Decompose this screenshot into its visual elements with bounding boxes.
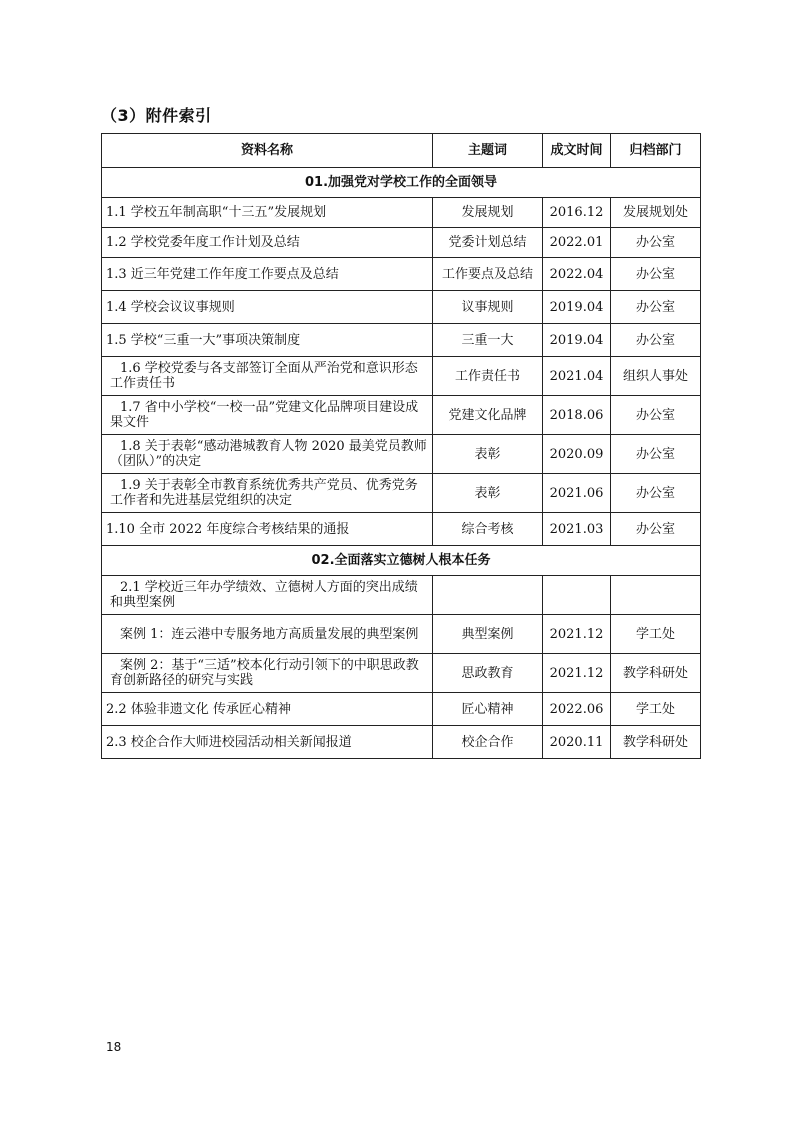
doc-date: 2021.03 [543,513,611,546]
doc-dept: 学工处 [611,693,701,726]
doc-name: 2.3 校企合作大师进校园活动相关新闻报道 [102,726,433,759]
doc-date: 2019.04 [543,324,611,357]
table-row [102,576,701,615]
doc-dept: 办公室 [611,513,701,546]
table-header-row [102,134,701,168]
doc-keyword: 工作要点及总结 [433,258,543,291]
doc-name: 1.7 省中小学校“一校一品”党建文化品牌项目建设成果文件 [102,396,433,435]
doc-keyword: 党建文化品牌 [433,396,543,435]
doc-keyword: 议事规则 [433,291,543,324]
doc-date [543,576,611,615]
doc-keyword: 表彰 [433,474,543,513]
table-row [102,513,701,546]
section-title: 02.全面落实立德树人根本任务 [102,546,701,576]
table-row [102,726,701,759]
doc-dept: 学工处 [611,615,701,654]
doc-name: 案例 1：连云港中专服务地方高质量发展的典型案例 [102,615,433,654]
doc-dept: 办公室 [611,228,701,258]
table-row [102,693,701,726]
table-row [102,291,701,324]
doc-dept: 办公室 [611,291,701,324]
doc-name: 2.1 学校近三年办学绩效、立德树人方面的突出成绩和典型案例 [102,576,433,615]
doc-keyword: 党委计划总结 [433,228,543,258]
table-row [102,198,701,228]
table-row [102,258,701,291]
column-header-dept: 归档部门 [611,134,701,168]
doc-dept [611,576,701,615]
doc-dept: 办公室 [611,474,701,513]
doc-name: 1.6 学校党委与各支部签订全面从严治党和意识形态工作责任书 [102,357,433,396]
doc-dept: 办公室 [611,435,701,474]
table-row [102,396,701,435]
doc-date: 2021.12 [543,615,611,654]
table-row [102,654,701,693]
doc-date: 2022.01 [543,228,611,258]
doc-name: 1.3 近三年党建工作年度工作要点及总结 [102,258,433,291]
doc-dept: 发展规划处 [611,198,701,228]
doc-name: 2.2 体验非遗文化 传承匠心精神 [102,693,433,726]
column-header-name: 资料名称 [102,134,433,168]
doc-keyword: 匠心精神 [433,693,543,726]
table-row [102,324,701,357]
doc-keyword: 表彰 [433,435,543,474]
doc-dept: 教学科研处 [611,726,701,759]
doc-keyword: 工作责任书 [433,357,543,396]
doc-date: 2020.11 [543,726,611,759]
doc-keyword [433,576,543,615]
doc-date: 2016.12 [543,198,611,228]
section-row [102,546,701,576]
doc-date: 2022.04 [543,258,611,291]
section-heading: （3）附件索引 [101,106,212,125]
page-number: 18 [106,1040,122,1054]
doc-keyword: 思政教育 [433,654,543,693]
doc-date: 2019.04 [543,291,611,324]
doc-date: 2020.09 [543,435,611,474]
table-row [102,357,701,396]
doc-name: 1.5 学校“三重一大”事项决策制度 [102,324,433,357]
doc-name: 1.8 关于表彰“感动港城教育人物 2020 最美党员教师（团队）”的决定 [102,435,433,474]
table-row [102,474,701,513]
section-row [102,168,701,198]
doc-keyword: 典型案例 [433,615,543,654]
section-title: 01.加强党对学校工作的全面领导 [102,168,701,198]
doc-name: 1.2 学校党委年度工作计划及总结 [102,228,433,258]
doc-name: 案例 2：基于“三适”校本化行动引领下的中职思政教育创新路径的研究与实践 [102,654,433,693]
table-row [102,615,701,654]
doc-date: 2021.06 [543,474,611,513]
column-header-keyword: 主题词 [433,134,543,168]
doc-name: 1.1 学校五年制高职“十三五”发展规划 [102,198,433,228]
column-header-date: 成文时间 [543,134,611,168]
doc-name: 1.10 全市 2022 年度综合考核结果的通报 [102,513,433,546]
table-row [102,435,701,474]
doc-keyword: 发展规划 [433,198,543,228]
doc-date: 2022.06 [543,693,611,726]
doc-dept: 组织人事处 [611,357,701,396]
doc-keyword: 校企合作 [433,726,543,759]
doc-date: 2018.06 [543,396,611,435]
attachment-index-table [101,133,701,759]
doc-name: 1.9 关于表彰全市教育系统优秀共产党员、优秀党务工作者和先进基层党组织的决定 [102,474,433,513]
doc-dept: 教学科研处 [611,654,701,693]
doc-name: 1.4 学校会议议事规则 [102,291,433,324]
doc-dept: 办公室 [611,396,701,435]
doc-date: 2021.04 [543,357,611,396]
doc-dept: 办公室 [611,258,701,291]
doc-keyword: 综合考核 [433,513,543,546]
doc-dept: 办公室 [611,324,701,357]
doc-date: 2021.12 [543,654,611,693]
doc-keyword: 三重一大 [433,324,543,357]
table-row [102,228,701,258]
